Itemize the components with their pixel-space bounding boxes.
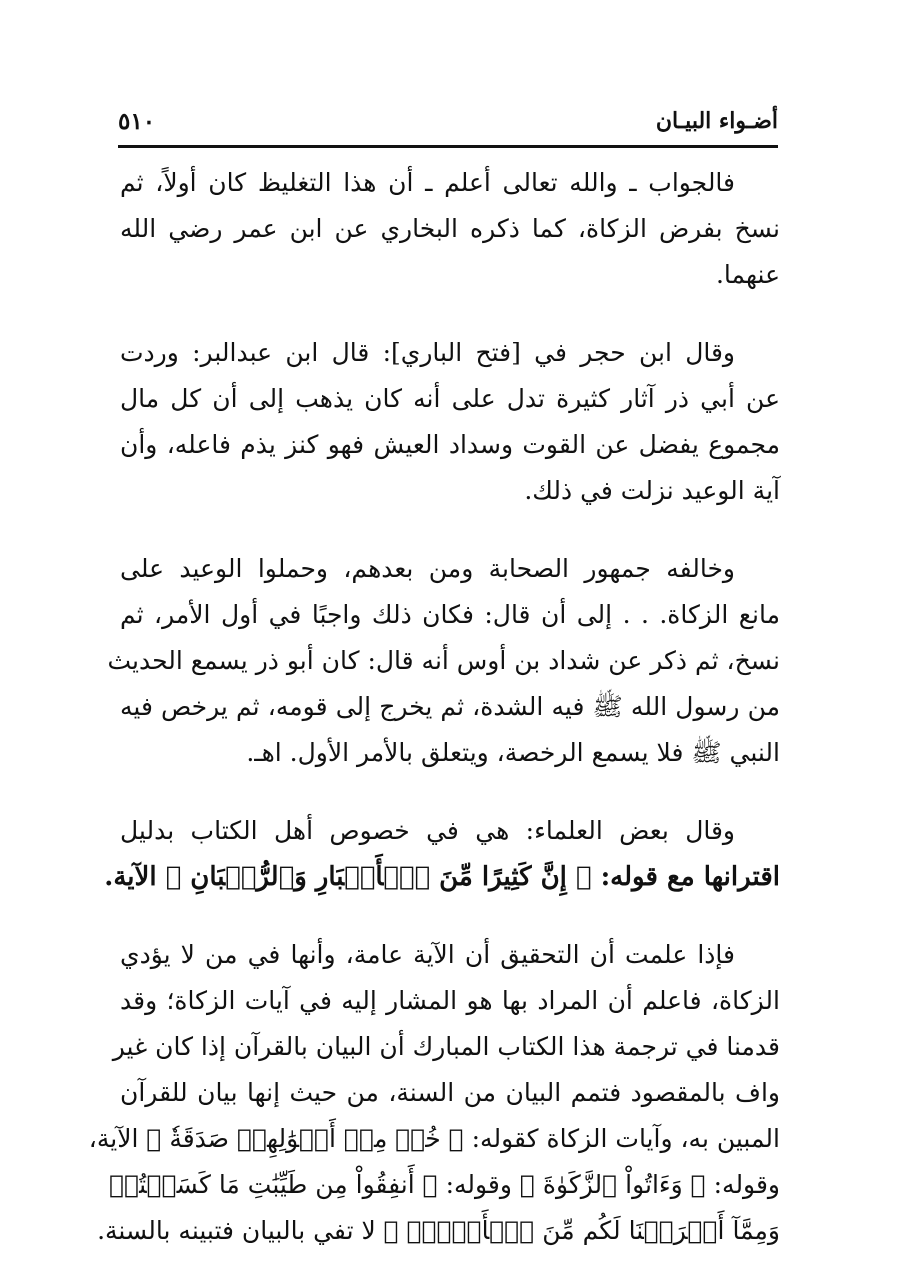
running-title: أضـواء البيـان — [655, 108, 778, 134]
text-line: عنهما. — [715, 260, 780, 289]
text-line: وقال ابن حجر في [فتح الباري]: قال ابن عبدالبر: وردت — [120, 338, 735, 367]
text-line-with-verse: المبين به، وآيات الزكاة كقوله: ﴿ خُذۡ مِنۡ أَمۡوَٰلِهِمۡ صَدَقَةٗ ﴾ الآية، — [88, 1124, 780, 1153]
text-line: الزكاة، فاعلم أن المراد بها هو المشار إليه في آيات الزكاة؛ وقد — [120, 986, 780, 1015]
text-line: نسخ بفرض الزكاة، كما ذكره البخاري عن ابن عمر رضي الله — [120, 214, 780, 243]
paragraph — [120, 330, 780, 514]
text-line: فإذا علمت أن التحقيق أن الآية عامة، وأنها في من لا يؤدي — [120, 940, 735, 969]
paragraph — [88, 932, 780, 1254]
header-rule — [118, 145, 778, 148]
text-line: وقال بعض العلماء: هي في خصوص أهل الكتاب بدليل — [120, 816, 735, 845]
text-line: آية الوعيد نزلت في ذلك. — [524, 476, 780, 505]
text-line: فالجواب ـ والله تعالى أعلم ـ أن هذا التغليظ كان أولاً، ثم — [120, 168, 735, 197]
page-header — [118, 108, 778, 144]
text-line: نسخ، ثم ذكر عن شداد بن أوس أنه قال: كان أبو ذر يسمع الحديث — [107, 646, 780, 675]
text-line: من رسول الله ﷺ فيه الشدة، ثم يخرج إلى قومه، ثم يرخص فيه — [120, 692, 780, 721]
text-line: عن أبي ذر آثار كثيرة تدل على أنه كان يذهب إلى أن كل مال — [120, 384, 780, 413]
text-line-with-verse: وَمِمَّآ أَخۡرَجۡنَا لَكُم مِّنَ ٱلۡأَرۡضِۖ ﴾ لا تفي بالبيان فتبينه بالسنة. — [97, 1216, 780, 1245]
text-line-with-verse: وقوله: ﴿ وَءَاتُواْ ٱلزَّكَوٰةَ ﴾ وقوله: ﴿ أَنفِقُواْ مِن طَيِّبَٰتِ مَا كَسَبۡتُمۡ — [109, 1170, 780, 1199]
text-line: قدمنا في ترجمة هذا الكتاب المبارك أن البيان بالقرآن إذا كان غير — [112, 1032, 780, 1061]
text-line-with-verse: اقترانها مع قوله: ﴿ إِنَّ كَثِيرًا مِّنَ ٱلۡأَحۡبَارِ وَٱلرُّهۡبَانِ ﴾ الآية. — [104, 862, 780, 892]
paragraph — [107, 546, 780, 776]
text-line: مانع الزكاة. . . إلى أن قال: فكان ذلك واجبًا في أول الأمر، ثم — [120, 600, 780, 629]
text-line: وخالفه جمهور الصحابة ومن بعدهم، وحملوا الوعيد على — [120, 554, 735, 583]
text-line: مجموع يفضل عن القوت وسداد العيش فهو كنز يذم فاعله، وأن — [120, 430, 780, 459]
paragraph — [120, 160, 780, 298]
body-text — [88, 160, 780, 1286]
paragraph — [104, 808, 780, 900]
text-line: النبي ﷺ فلا يسمع الرخصة، ويتعلق بالأمر الأول. اهـ. — [246, 738, 780, 767]
text-line: واف بالمقصود فتمم البيان من السنة، من حيث إنها بيان للقرآن — [120, 1078, 780, 1107]
page-number: ٥١٠ — [118, 108, 156, 135]
